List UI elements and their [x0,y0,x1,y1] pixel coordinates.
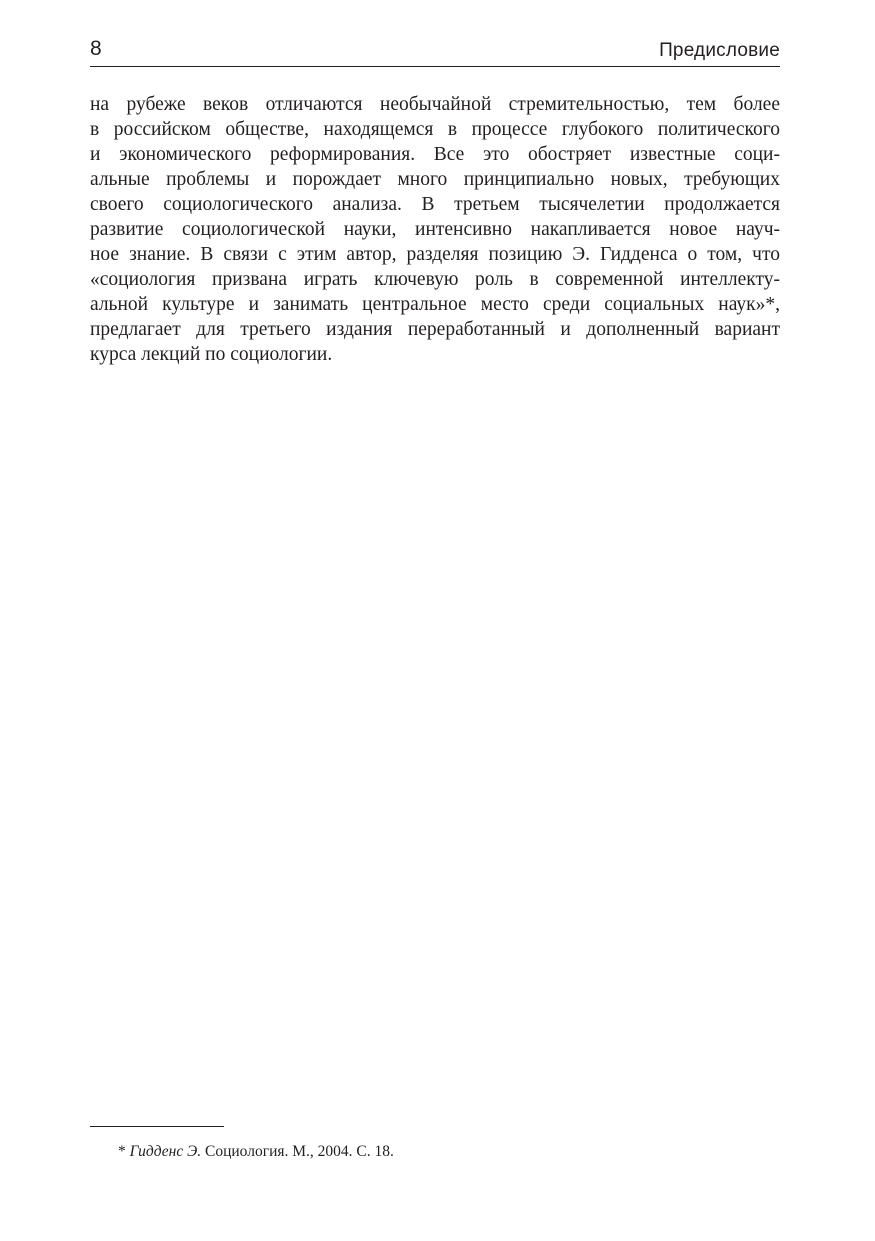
body-paragraph [90,92,780,367]
page-header [90,36,780,67]
text-line: развитие социологической науки, интенсивно накапливается новое науч- [90,219,780,240]
page-number: 8 [90,37,102,60]
running-title: Предисловие [659,40,780,61]
footnote [118,1142,778,1162]
text-line: предлагает для третьего издания переработанный и дополненный вариант [90,319,780,340]
text-line: альной культуре и занимать центральное место среди социальных наук»*, [90,294,780,315]
text-line: и экономического реформирования. Все это обостряет известные соци- [90,144,780,165]
text-line: своего социологического анализа. В третьем тысячелетии продолжается [90,194,780,215]
text-line: в российском обществе, находящемся в процессе глубокого политического [90,119,780,140]
text-line: курса лекций по социологии. [90,344,333,365]
text-line: на рубеже веков отличаются необычайной стремительностью, тем более [90,94,780,115]
text-line: альные проблемы и порождает много принципиально новых, требующих [90,169,780,190]
text-line: ное знание. В связи с этим автор, разделяя позицию Э. Гидденса о том, что [90,244,780,265]
text-line: «социология призвана играть ключевую роль в современной интеллекту- [90,269,780,290]
footnote-author: Гидденс Э. [129,1143,202,1160]
footnote-citation: Социология. М., 2004. С. 18. [205,1143,394,1160]
footnote-marker: * [118,1143,126,1160]
footnote-separator [90,1126,224,1127]
